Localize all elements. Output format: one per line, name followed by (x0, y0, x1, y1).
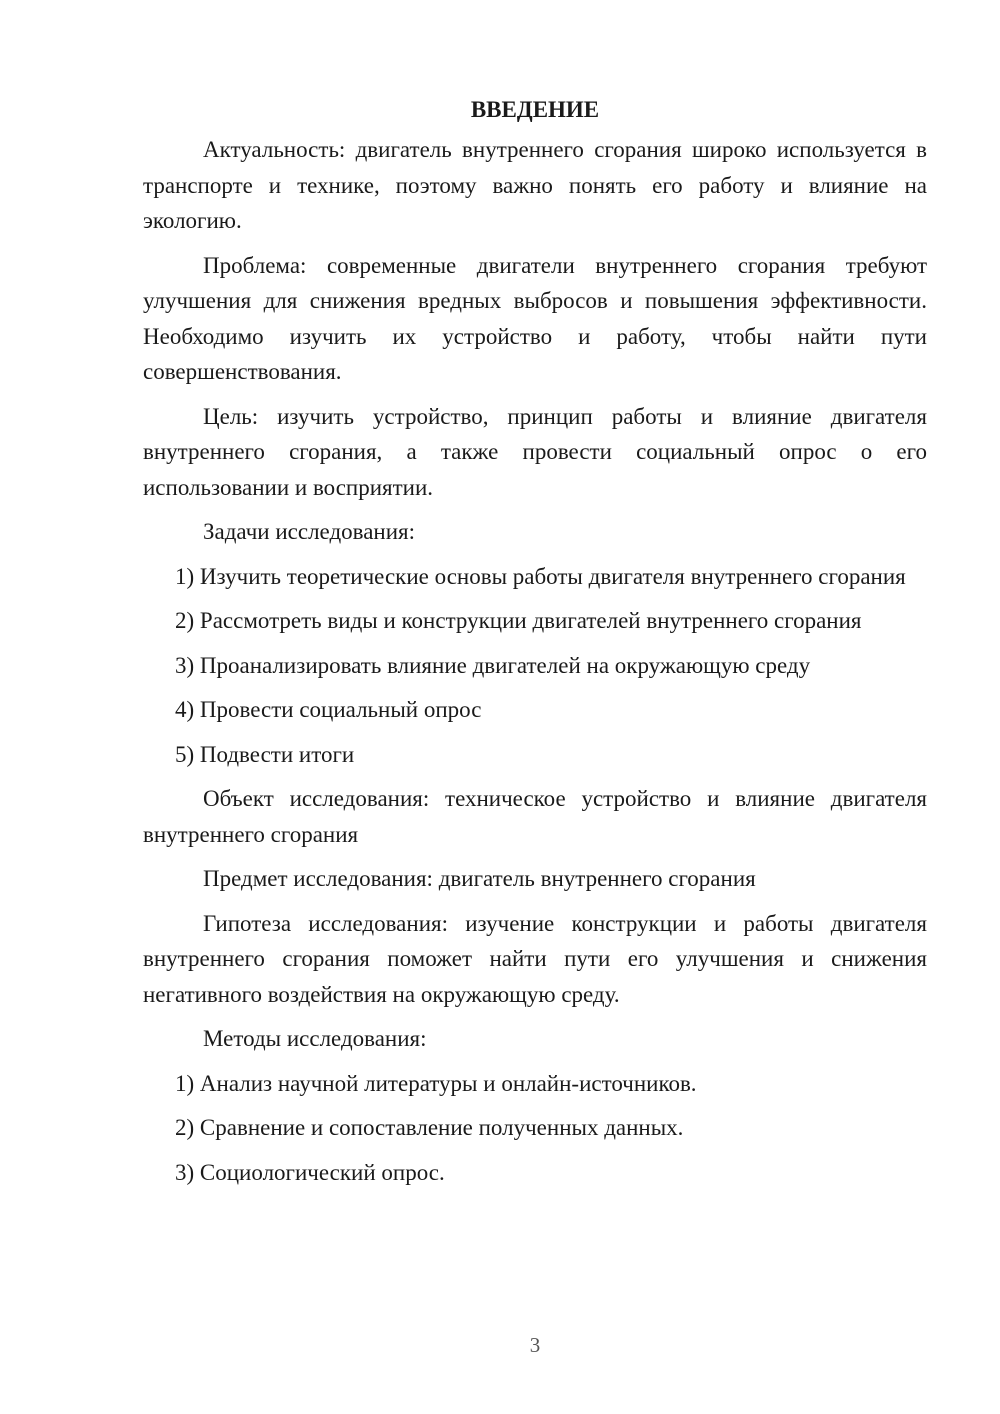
section-heading: ВВЕДЕНИЕ (470, 97, 600, 122)
task-item-1: 1) Изучить теоретические основы работы двигателя внутреннего сгорания (175, 563, 906, 589)
tasks-title: Задачи исследования: (203, 519, 416, 544)
relevance-paragraph: Актуальность: двигатель внутреннего сгорания широко используется в транспорте и технике, поэтому важно понять его работу и влияние на экологию. (143, 137, 927, 233)
method-item-1: 1) Анализ научной литературы и онлайн-источников. (175, 1070, 697, 1096)
task-item-5: 5) Подвести итоги (175, 741, 355, 767)
methods-title: Методы исследования: (203, 1026, 427, 1051)
hypothesis-paragraph: Гипотеза исследования: изучение конструкции и работы двигателя внутреннего сгорания поможет найти пути его улучшения и снижения негативного воздействия на окружающую среду. (143, 910, 927, 1007)
page-number: 3 (529, 1333, 541, 1357)
task-item-3: 3) Проанализировать влияние двигателей на окружающую среду (175, 652, 811, 678)
page-content (143, 92, 927, 1199)
task-item-2: 2) Рассмотреть виды и конструкции двигателей внутреннего сгорания (175, 608, 862, 633)
subject-paragraph: Предмет исследования: двигатель внутреннего сгорания (203, 866, 756, 891)
problem-paragraph: Проблема: современные двигатели внутреннего сгорания требуют улучшения для снижения вредных выбросов и повышения эффективности. Необходимо изучить их устройство и работу, чтобы найти пути совершенствования. (143, 252, 927, 384)
method-item-2: 2) Сравнение и сопоставление полученных данных. (175, 1115, 684, 1140)
goal-paragraph: Цель: изучить устройство, принцип работы и влияние двигателя внутреннего сгорания, а также провести социальный опрос о его использовании и восприятии. (143, 403, 927, 500)
object-paragraph: Объект исследования: техническое устройство и влияние двигателя внутреннего сгорания (143, 786, 927, 847)
task-item-4: 4) Провести социальный опрос (175, 697, 482, 722)
method-item-3: 3) Социологический опрос. (175, 1159, 445, 1185)
